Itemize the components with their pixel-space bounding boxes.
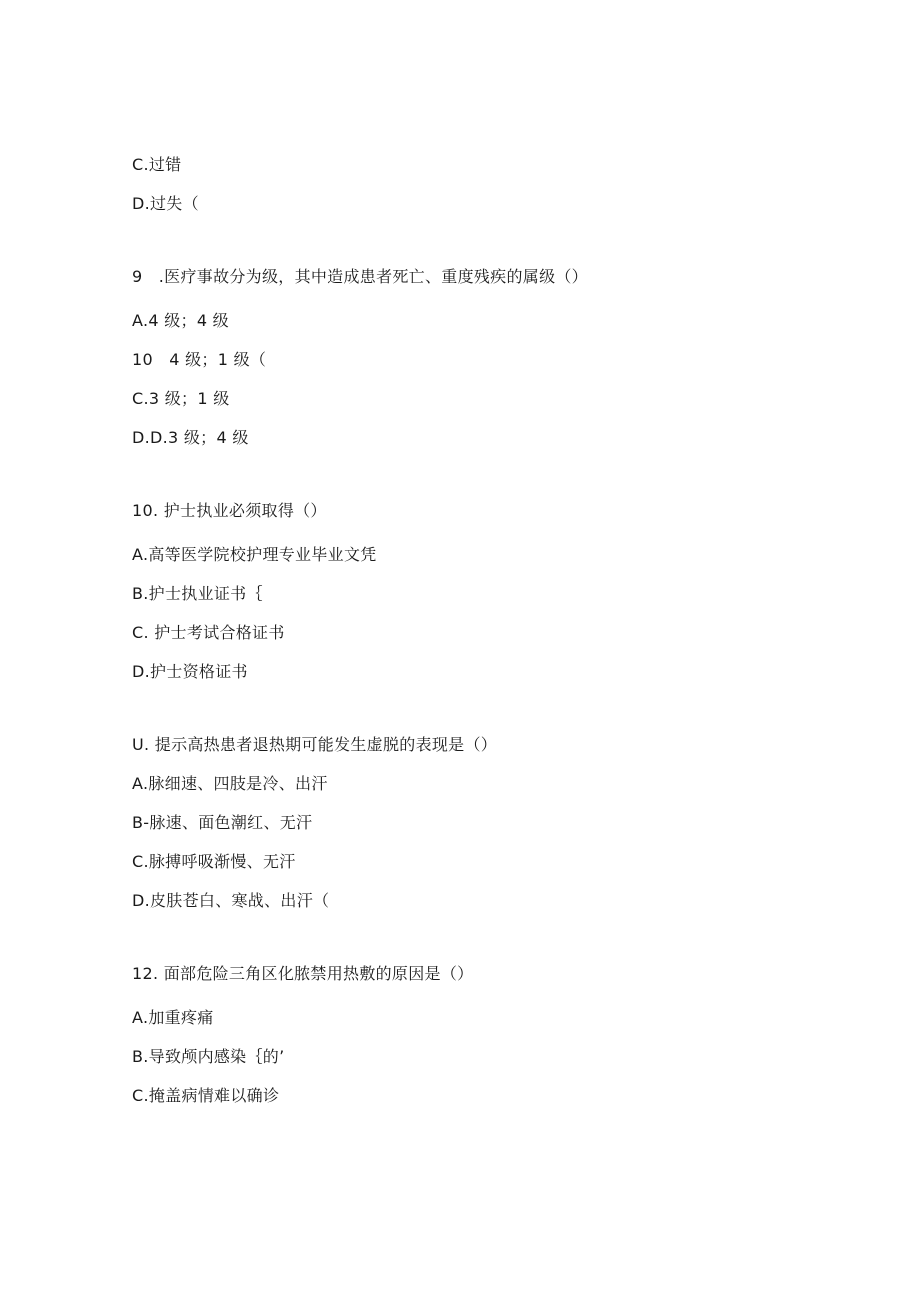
question-12-text: 12. 面部危险三角区化脓禁用热敷的原因是（） (132, 964, 474, 983)
option-b-text: B.导致颅内感染｛的’ (132, 1047, 285, 1066)
option-c-text: C.掩盖病情难以确诊 (132, 1086, 280, 1105)
option-c-text: C.过错 (132, 155, 182, 174)
option-a-text: A.4 级；4 级 (132, 311, 229, 330)
option-c-text: C.3 级；1 级 (132, 389, 230, 408)
question-10-text: 10. 护士执业必须取得（） (132, 501, 327, 520)
option-d-text: D.护士资格证书 (132, 662, 248, 681)
option-b-text: B-脉速、面色潮红、无汗 (132, 813, 313, 832)
question-9-text: 9 .医疗事故分为级，其中造成患者死亡、重度残疾的属级（） (132, 267, 588, 286)
option-b-text: 10 4 级；1 级（ (132, 350, 267, 369)
option-d-text: D.D.3 级；4 级 (132, 428, 249, 447)
option-a-text: A.脉细速、四肢是冷、出汗 (132, 774, 328, 793)
option-b-text: B.护士执业证书｛ (132, 584, 263, 603)
option-c-text: C.脉搏呼吸渐慢、无汗 (132, 852, 296, 871)
option-d-text: D.过失（ (132, 194, 199, 213)
option-a-text: A.加重疼痛 (132, 1008, 214, 1027)
option-c-text: C. 护士考试合格证书 (132, 623, 285, 642)
option-d-text: D.皮肤苍白、寒战、出汗（ (132, 891, 330, 910)
question-11-text: U. 提示高热患者退热期可能发生虚脱的表现是（） (132, 735, 498, 754)
option-a-text: A.高等医学院校护理专业毕业文凭 (132, 545, 377, 564)
